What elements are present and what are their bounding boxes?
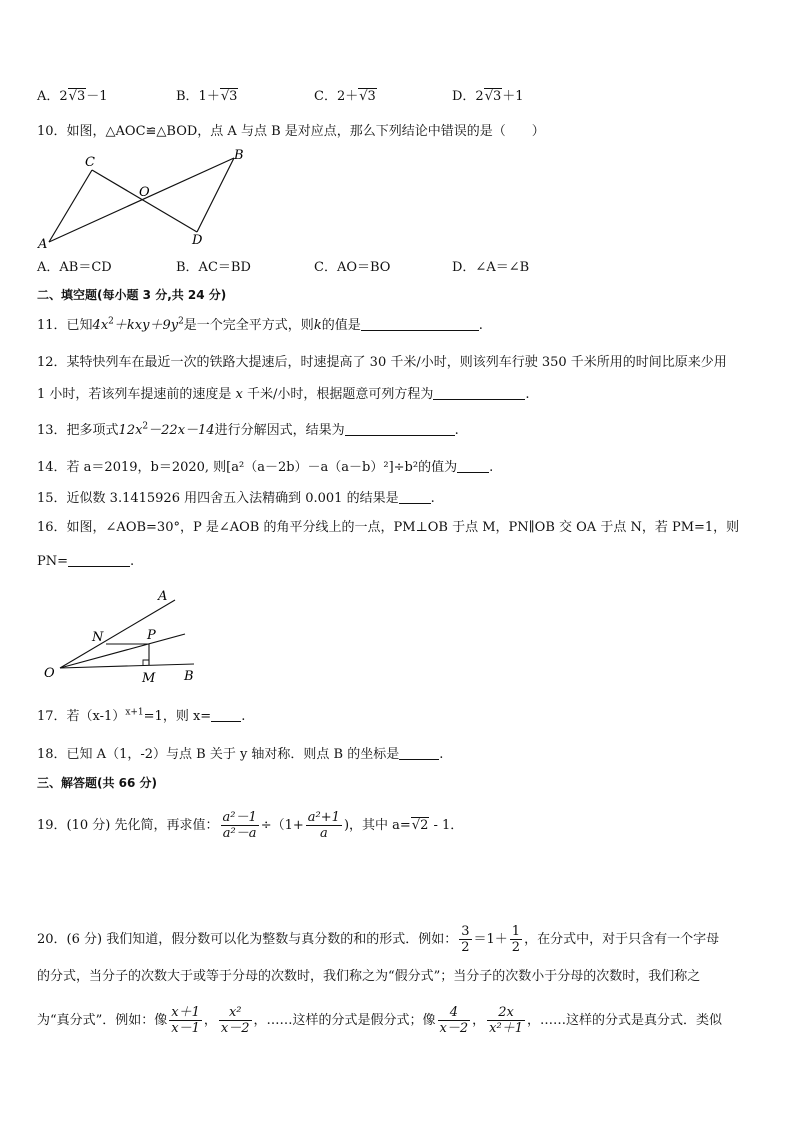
q10-option-a: A．AB＝CD	[37, 260, 112, 275]
q10-label-d: D	[192, 233, 203, 248]
q13-answer-blank[interactable]	[345, 421, 455, 436]
q16-label-b: B	[184, 669, 194, 684]
q17-answer-blank[interactable]	[211, 707, 241, 722]
q19-fraction-2: $\frac{\text{a²+1}}{a}$	[307, 810, 340, 841]
q9-option-d: D．2√3＋1	[452, 89, 524, 104]
q10-label-o: O	[139, 185, 150, 200]
q18-answer-blank[interactable]	[399, 745, 439, 760]
q15: 15．近似数 3.1415926 用四舍五入法精确到 0.001 的结果是 .	[37, 491, 435, 506]
q16-answer-blank[interactable]	[68, 552, 130, 567]
q10-label-a: A	[38, 237, 48, 252]
q12-answer-blank[interactable]	[433, 385, 525, 400]
q12-line2: 1 小时，若该列车提速前的速度是 x 千米/小时，根据题意可列方程为 .	[37, 387, 530, 402]
q16-label-o: O	[44, 666, 55, 681]
q9-option-c: C．2＋√3	[314, 89, 376, 104]
q11-answer-blank[interactable]	[361, 316, 479, 331]
q9-option-a: A．2√3－1	[37, 89, 108, 104]
section-2-heading: 二、填空题(每小题 3 分,共 24 分)	[37, 288, 227, 302]
q10-option-c: C．AO＝BO	[314, 260, 391, 275]
q18: 18．已知 A（1，-2）与点 B 关于 y 轴对称．则点 B 的坐标是 .	[37, 747, 444, 762]
q10-label-c: C	[85, 155, 95, 170]
q20-fraction-1: $\frac{x+1}{x-1}$	[171, 1005, 200, 1036]
q20-example-fraction: $\frac{3}{2}$	[461, 924, 470, 955]
q19-fraction-1: $\frac{\text{a²－1}}{\text{a²－a}}$	[222, 810, 257, 841]
q16-label-p: P	[147, 628, 156, 643]
q14-answer-blank[interactable]	[457, 458, 489, 473]
q16-figure	[40, 585, 210, 690]
q20-example-fraction-2: $\frac{1}{2}$	[511, 924, 521, 955]
q20-line3: 为“真分式”．例如：像 $\frac{x+1}{x-1}$ ， $\frac{\text{x²}}{x-2}$ ，……这样的分式是假分式；像 $\frac{4}{x-2}$ ， $\frac{2x}{\text{x²＋1}}$ ，……这样的分式是真分式．类似	[37, 1005, 723, 1036]
q20-fraction-3: $\frac{4}{x-2}$	[439, 1005, 469, 1036]
q10-label-b: B	[234, 148, 244, 163]
q14: 14．若 a＝2019，b＝2020, 则[a²（a－2b）－a（a－b）²]÷b²的值为 .	[37, 460, 494, 475]
q20-line2: 的分式，当分子的次数大于或等于分母的次数时，我们称之为“假分式”；当分子的次数小于分母的次数时，我们称之	[37, 969, 701, 984]
q9-option-b: B．1＋√3	[176, 89, 238, 104]
q20-fraction-2: $\frac{\text{x²}}{x-2}$	[220, 1005, 250, 1036]
q15-answer-blank[interactable]	[399, 489, 431, 504]
q16-label-m: M	[142, 671, 156, 686]
section-3-heading: 三、解答题(共 66 分)	[37, 776, 158, 790]
q16-label-n: N	[92, 630, 104, 645]
q12-line1: 12．某特快列车在最近一次的铁路大提速后，时速提高了 30 千米/小时，则该列车行驶 350 千米所用的时间比原来少用	[37, 355, 727, 370]
q17: 17．若$(x-1)^{x+1}=1$，则 x= .	[37, 707, 246, 724]
q16-label-a: A	[158, 589, 168, 604]
q10-stem: 10．如图，△AOC≌△BOD，点 A 与点 B 是对应点，那么下列结论中错误的是（ ）	[37, 124, 545, 139]
q20-fraction-4: $\frac{2x}{\text{x²＋1}}$	[489, 1005, 523, 1036]
q13: 13．把多项式$12x^2-22x-14$进行分解因式，结果为 .	[37, 421, 459, 438]
q19: 19．(10 分) 先化简，再求值： $\frac{\text{a²－1}}{\text{a²－a}}$ ÷（1+ $\frac{\text{a²+1}}{a}$ )，其中 a=√2 - 1．	[37, 810, 464, 841]
q16-line2: PN= .	[37, 554, 135, 569]
q10-option-d: D．∠A＝∠B	[452, 260, 530, 275]
q10-option-b: B．AC＝BD	[176, 260, 251, 275]
q20-line1: 20．(6 分) 我们知道，假分数可以化为整数与真分数的和的形式．例如： $\frac{3}{2}$ ＝1＋ $\frac{1}{2}$ ，在分式中，对于只含有一个字母	[37, 924, 720, 955]
q16-line1: 16．如图，∠AOB=30°，P 是∠AOB 的角平分线上的一点，PM⊥OB 于点 M，PN∥OB 交 OA 于点 N，若 PM=1，则	[37, 520, 740, 535]
q10-figure	[37, 148, 252, 252]
q11: 11．已知$4x^2+kxy+9y^2$是一个完全平方式，则k的值是 .	[37, 316, 483, 333]
